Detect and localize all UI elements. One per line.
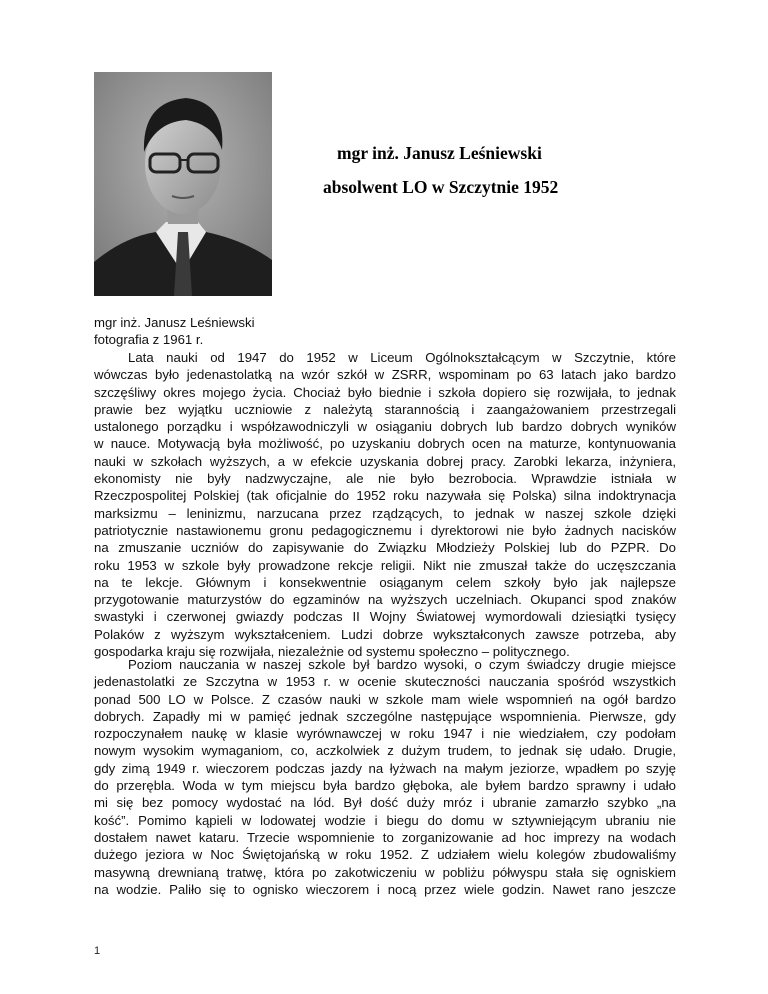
paragraph-1 [94, 349, 676, 660]
paragraph [94, 656, 676, 898]
text-line: Poziom nauczania w naszej szkole był bardzo wysoki, o czym świadczy drugie miejsce [128, 657, 676, 672]
text-line: patriotycznie nastawionemu gronu pedagogicznemu i dyrektorowi nie było żadnych nacisków [94, 522, 676, 538]
author-subtitle-heading: absolwent LO w Szczytnie 1952 [323, 177, 559, 197]
text-line: dużego jeziora w Noc Świętojańską w roku 1952. Z udziałem wielu kolegów zbudowaliśmy [94, 847, 676, 863]
text-line: w nauce. Motywacją była możliwość, po uzyskaniu dobrych ocen na maturze, kontynuowania [94, 436, 676, 452]
text-line: jedenastolatki ze Szczytna w 1953 r. w ocenie skuteczności nauczania spośród wszystkich [94, 674, 676, 690]
text-line: Lata nauki od 1947 do 1952 w Liceum Ogólnokształcącym w Szczytnie, które [128, 350, 676, 365]
paragraph-2 [94, 656, 676, 898]
text-line: szczęśliwy okres mojego życia. Chociaż było biednie i szkoła dopiero się rozwijała, to jednak [94, 384, 676, 400]
text-line: roku 1953 w szkole były prowadzone rekcje religii. Nikt nie zmuszał także do uczęszczania [94, 557, 676, 573]
text-line: do przerębla. Woda w tym miejscu była bardzo głęboka, ale byłem bardzo sprawny i udało [94, 778, 676, 794]
paragraph [94, 349, 676, 660]
text-line: na zmuszanie uczniów do zapisywanie do Związku Młodzieży Polskiej lub do PZPR. Do [94, 540, 676, 556]
text-line: marksizmu – leninizmu, narzucana przez rządzących, to jednak w naszej szkole dzięki [94, 505, 676, 521]
text-line: ponad 500 LO w Polsce. Z czasów nauki w szkole mam wiele wspomnień na ogół bardzo [94, 691, 676, 707]
portrait-photo [94, 72, 272, 296]
text-line: ustalonego porządku i współzawodniczyli w osiąganiu dobrych lub bardzo dobrych wyników [94, 419, 676, 435]
text-line: Rzeczpospolitej Polskiej (tak oficjalnie do 1952 roku nazywała się Polska) silna indoktrynacja [94, 488, 676, 504]
text-line: swastyki i czerwonej gwiazdy podczas II Wojny Światowej wymordowali dziesiątki tysięcy [94, 609, 676, 625]
text-line: mi się bez pomocy wydostać na lód. Był dość duży mróz i ubranie zamarzło szybko „na [94, 795, 676, 811]
text-line: przygotowanie maturzystów do egzaminów na wyższych uczelniach. Okupanci spod znaków [94, 592, 676, 608]
text-line: nowym wysokim wymaganiom, co, aczkolwiek z dużym trudem, to jednak się udało. Drugie, [94, 743, 676, 759]
page-number: 1 [94, 945, 101, 957]
author-name-heading: mgr inż. Janusz Leśniewski [337, 143, 542, 163]
text-line: na wodzie. Paliło się to ognisko wieczorem i nocą przez wiele godzin. Nawet rano jeszcze [94, 881, 676, 897]
text-line: gdy zimą 1949 r. wieczorem podczas jazdy na łyżwach na małym jeziorze, wpadłem po szyję [94, 760, 676, 776]
text-line: gospodarka kraju się rozwijała, niezależnie od systemu społeczno – politycznego. [94, 644, 570, 660]
text-line: kość”. Pomimo kąpieli w lodowatej wodzie i biegu do domu w sztywniejącym ubraniu nie [94, 812, 676, 828]
photo-caption [94, 314, 255, 348]
text-line: nauki w szkołach wyższych, a w efekcie uzyskania dobrej pracy. Zarobki lekarza, inżyniera, [94, 453, 676, 469]
caption-line: mgr inż. Janusz Leśniewski [94, 315, 255, 330]
caption-line: fotografia z 1961 r. [94, 332, 204, 347]
text-line: dostałem nawet kataru. Trzecie wspomnienie to zorganizowanie ad hoc imprezy na wodach [94, 829, 676, 845]
text-line: ekonomisty nie były nadzwyczajne, ale nie było bezrobocia. Wprawdzie istniała w [94, 471, 676, 487]
text-line: wówczas było jedenastolatką na wzór szkół w ZSRR, wspominam po 63 latach jako bardzo [94, 367, 676, 383]
text-line: na te lekcje. Głównym i konsekwentnie osiąganym celem szkoły było jak najlepsze [94, 574, 676, 590]
text-line: dobrych. Zapadły mi w pamięć jednak szczególne następujące wspomnienia. Pierwsze, gdy [94, 708, 676, 724]
portrait-photo-icon [94, 72, 272, 296]
text-line: Polaków z wyższym wykształceniem. Ludzi dobrze wykształconych zawsze potrzeba, aby [94, 626, 676, 642]
text-line: masywną drewnianą tratwę, która po zakotwiczeniu w pobliżu półwyspu stała się ogniskiem [94, 864, 676, 880]
text-line: rozpoczynałem naukę w klasie wyrównawczej w roku 1947 i nie wiedziałem, czy podołam [94, 726, 676, 742]
text-line: prawie bez wyjątku uczniowie z należytą starannością i zaangażowaniem przestrzegali [94, 401, 676, 417]
